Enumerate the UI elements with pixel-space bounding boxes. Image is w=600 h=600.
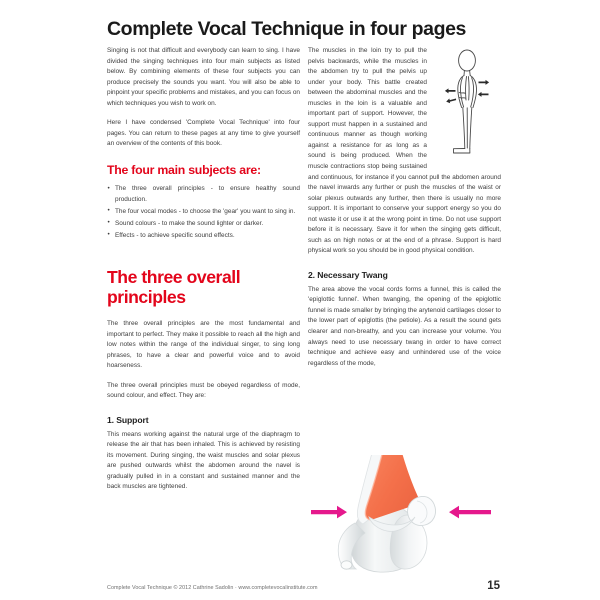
page-number: 15 xyxy=(487,580,500,592)
list-item: • The three overall principles - to ensure healthy sound production. xyxy=(107,184,300,205)
footer-credit: Complete Vocal Technique © 2012 Cathrine Sadolin · www.completevocalinstitute.com xyxy=(107,585,318,591)
page-footer xyxy=(107,580,500,592)
twang-paragraph: The area above the vocal cords forms a funnel, this is called the 'epiglottic funnel'. When twanging, the opening of the epiglottic funnel is made smaller by bringing the arytenoid cartilages closer to the lower part of epiglottis (the petiole). As a result the sound gets clearer and non-breathy, and you can increase your volume. You always need to use necessary twang in order to have correct technique and achieve easy and unhindered use of the voice regardless of the mode, xyxy=(308,285,501,367)
intro-paragraph-1: Singing is not that difficult and everybody can learn to sing. I have divided the singing techniques into four main subjects as listed below. By combining elements of these four subjects you can produce precisely the sounds you want. You will also be able to pinpoint your specific problems and mistakes, and you can focus on which techniques you wish to work on. xyxy=(107,47,300,107)
list-item: • Effects - to achieve specific sound effects. xyxy=(107,231,300,242)
intro-paragraph-2: Here I have condensed 'Complete Vocal Technique' into four pages. You can return to these pages at any time to give yourself an overview of the contents of this book. xyxy=(107,119,300,148)
support-continued-paragraph: The muscles in the loin try to pull the pelvis backwards, while the muscles in the abdomen try to pull the pelvis up under your body. This battle created between the abdominal muscles and the muscles in the loin is a valuable and important part of support. However, the support must happen in a sustained and continuous manner as though working against a resistance for as long as a sound is being produced. When the muscle contractions stop being sustained and continuous, for instance if you cannot pull the abdomen around the navel inwards any further or push the muscles of the waist or solar plexus outwards any further, then there is usually no more support. It is important to conserve your support energy so you do not waste it or use it at the wrong point in time. Do not use support before it is necessary. Save it for when the singing gets difficult, such as on high notes or at the end of a phrase. Support is hard physical work so you should be in good physical condition. xyxy=(308,47,501,255)
right-column xyxy=(308,46,501,378)
footer-divider xyxy=(107,573,500,574)
heading-four-main-subjects: The four main subjects are: xyxy=(107,162,261,177)
four-subjects-list xyxy=(107,184,300,241)
principles-paragraph-1: The three overall principles are the most fundamental and important to perfect. They make it possible to reach all the high and low notes within the range of the individual singer, to sing long phrases, to have a clear and powerful voice and to avoid hoarseness. xyxy=(107,319,300,370)
heading-1-support: 1. Support xyxy=(107,414,149,425)
page-title: Complete Vocal Technique in four pages xyxy=(107,18,466,41)
list-item: • Sound colours - to make the sound lighter or darker. xyxy=(107,219,300,230)
standing-body-support-diagram xyxy=(433,48,501,166)
list-item: • The four vocal modes - to choose the 'gear' you want to sing in. xyxy=(107,207,300,218)
heading-2-necessary-twang: 2. Necessary Twang xyxy=(308,269,388,280)
principles-paragraph-2: The three overall principles must be obeyed regardless of mode, sound colour, and effect. They are: xyxy=(107,381,300,400)
support-paragraph: This means working against the natural urge of the diaphragm to release the air that has been inhaled. This is achieved by resisting its movement. During singing, the waist muscles and solar plexus are pushed outwards whilst the abdomen around the navel is gradually pulled in in a constant and sustained manner and the back muscles are tightened. xyxy=(107,430,300,491)
heading-three-overall-principles: The three overall principles xyxy=(107,267,241,307)
left-column xyxy=(107,46,300,502)
epiglottic-funnel-diagram xyxy=(303,455,503,583)
